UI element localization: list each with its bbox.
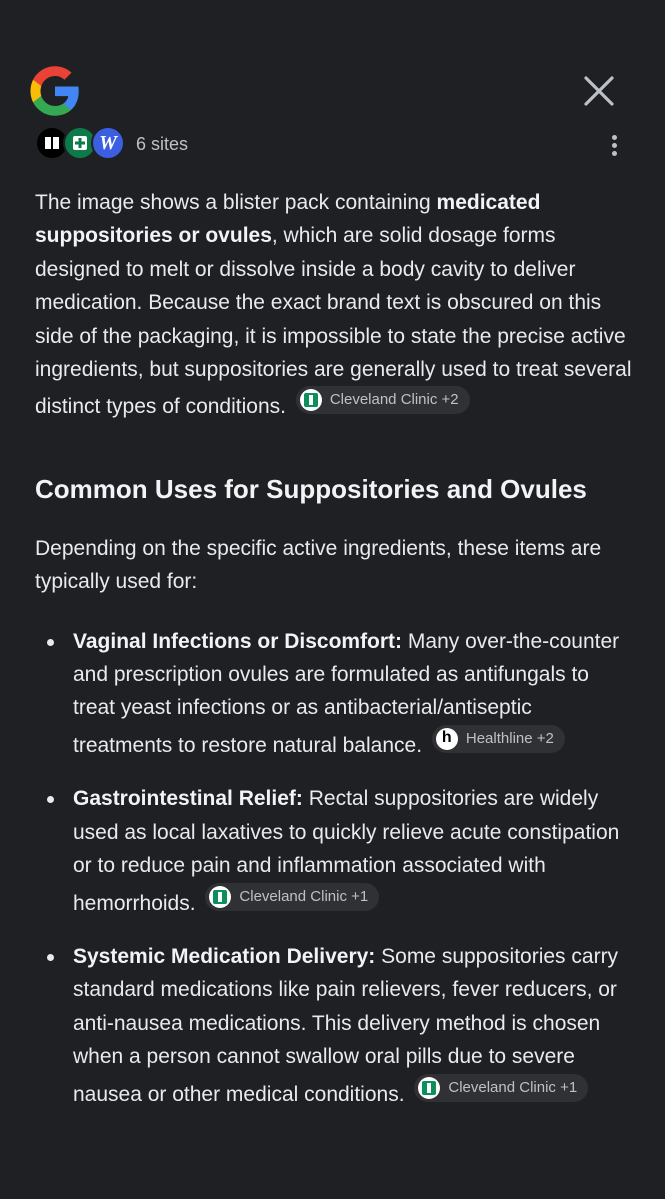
close-icon[interactable]	[582, 74, 616, 108]
overview-paragraph: The image shows a blister pack containing medicated suppositories or ovules, which are solid dosage forms designed to melt or dissolve inside a body cavity to deliver medication. Because the exact brand text is obscured on this side of the packaging, it is impossible to state the precise active ingredients, but suppositories are generally used to treat several distinct types of conditions. Cleveland Clinic +2	[35, 191, 632, 419]
section-heading: Common Uses for Suppositories and Ovules	[35, 473, 587, 504]
source-favicons	[35, 126, 131, 162]
citation-chip[interactable]: h Healthline +2	[432, 725, 565, 753]
overview-bold: medicated suppositories or ovules	[35, 191, 541, 248]
sites-count[interactable]: 6 sites	[136, 134, 189, 154]
citation-chip[interactable]: Cleveland Clinic +2	[296, 386, 470, 414]
w-icon: W	[91, 126, 125, 160]
healthline-icon	[436, 728, 458, 750]
sources-row[interactable]	[35, 126, 635, 162]
list-item: Systemic Medication Delivery: Some suppositories carry standard medications like pain relievers, fever reducers, or anti-nausea medications. This delivery method is chosen when a person cannot swallow oral pills due to severe nausea or other medical conditions. Cleveland Clinic +1	[35, 940, 635, 1111]
more-options-icon[interactable]	[607, 132, 621, 158]
ai-overview-content	[35, 186, 635, 1131]
clinic-icon	[418, 1077, 440, 1099]
google-logo[interactable]	[28, 64, 82, 118]
citation-chip[interactable]: Cleveland Clinic +1	[205, 883, 379, 911]
section-intro: Depending on the specific active ingredients, these items are typically used for:	[35, 536, 602, 594]
list-item: Vaginal Infections or Discomfort: Many over-the-counter and prescription ovules are formulated as antifungals to treat yeast infections or as antibacterial/antiseptic treatments to restore natural balance. h Healthline +2	[35, 625, 635, 763]
clinic-icon	[300, 389, 322, 411]
clinic-icon	[209, 886, 231, 908]
citation-chip[interactable]: Cleveland Clinic +1	[414, 1074, 588, 1102]
list-item: Gastrointestinal Relief: Rectal suppositories are widely used as local laxatives to quickly relieve acute constipation or to reduce pain and inflammation associated with hemorrhoids. Cleveland Clinic +1	[35, 782, 635, 920]
top-bar	[0, 0, 665, 120]
uses-list	[35, 625, 635, 1111]
